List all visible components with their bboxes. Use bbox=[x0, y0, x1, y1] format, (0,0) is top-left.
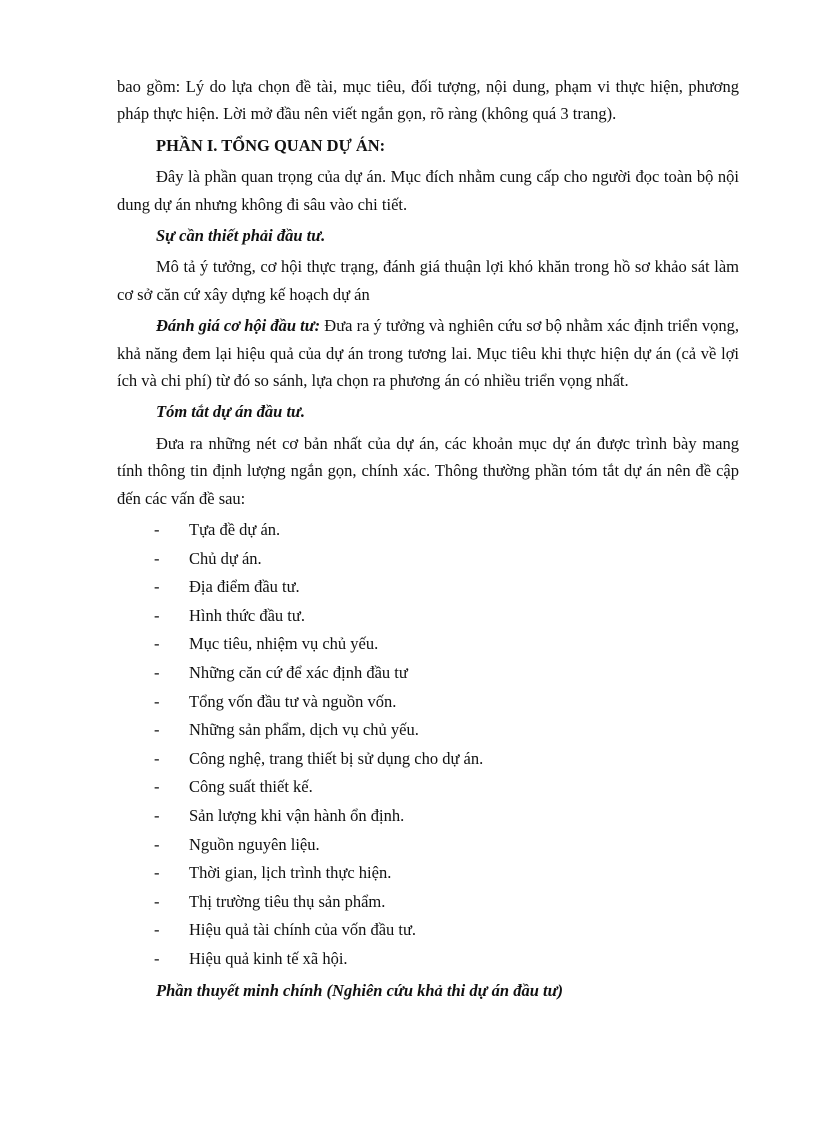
list-item-text: Công nghệ, trang thiết bị sử dụng cho dự án. bbox=[189, 748, 484, 768]
document-page bbox=[117, 73, 739, 1008]
list-item-text: Tổng vốn đầu tư và nguồn vốn. bbox=[189, 691, 397, 711]
list-item-text: Mục tiêu, nhiệm vụ chủ yếu. bbox=[189, 634, 379, 654]
opportunity-body: Đưa ra ý tưởng và nghiên cứu sơ bộ nhằm xác định triển vọng, khả năng đem lại hiệu quả của dự án trong tương lai. Mục tiêu khi thực hiện dự án (cả về lợi ích và chi phí) từ đó so sánh, lựa chọn ra phương án có nhiều triển vọng nhất. bbox=[117, 316, 739, 391]
dash-bullet: - bbox=[154, 748, 160, 768]
list-item bbox=[117, 888, 739, 917]
dash-bullet: - bbox=[154, 577, 160, 597]
list-item-text: Hiệu quả kinh tế xã hội. bbox=[189, 949, 348, 968]
opportunity-lead: Đánh giá cơ hội đầu tư: bbox=[156, 316, 321, 336]
list-item-text: Tựa đề dự án. bbox=[189, 520, 281, 540]
list-item bbox=[117, 916, 739, 945]
list-item-text: Thời gian, lịch trình thực hiện. bbox=[189, 863, 392, 883]
list-item bbox=[117, 573, 739, 602]
dash-bullet: - bbox=[154, 891, 160, 911]
list-item-text: Hình thức đầu tư. bbox=[189, 605, 305, 625]
summary-heading: Tóm tắt dự án đầu tư. bbox=[156, 402, 306, 422]
main-section-heading: Phần thuyết minh chính (Nghiên cứu khả thi dự án đầu tư) bbox=[156, 980, 563, 1000]
list-item-text: Địa điểm đầu tư. bbox=[189, 577, 300, 597]
summary-item-list bbox=[117, 516, 739, 974]
list-item bbox=[117, 716, 739, 745]
dash-bullet: - bbox=[154, 720, 160, 740]
summary-paragraph: Đưa ra những nét cơ bản nhất của dự án, các khoản mục dự án được trình bày mang tính thông tin định lượng ngắn gọn, chính xác. Thông thường phần tóm tắt dự án nên đề cập đến các vấn đề sau: bbox=[117, 433, 739, 508]
list-item bbox=[117, 630, 739, 659]
list-item bbox=[117, 773, 739, 802]
dash-bullet: - bbox=[154, 663, 160, 683]
list-item bbox=[117, 945, 739, 974]
part1-heading: PHẦN I. TỔNG QUAN DỰ ÁN: bbox=[156, 135, 386, 155]
dash-bullet: - bbox=[154, 548, 160, 568]
necessity-heading: Sự cần thiết phải đầu tư. bbox=[156, 226, 326, 246]
necessity-paragraph: Mô tả ý tưởng, cơ hội thực trạng, đánh giá thuận lợi khó khăn trong hồ sơ khảo sát làm cơ sở căn cứ xây dựng kế hoạch dự án bbox=[117, 257, 739, 304]
dash-bullet: - bbox=[154, 691, 160, 711]
list-item-text: Sản lượng khi vận hành ổn định. bbox=[189, 806, 405, 826]
list-item-text: Hiệu quả tài chính của vốn đầu tư. bbox=[189, 920, 417, 940]
list-item bbox=[117, 602, 739, 631]
list-item bbox=[117, 802, 739, 831]
list-item-text: Những sản phẩm, dịch vụ chủ yếu. bbox=[189, 720, 419, 740]
list-item-text: Công suất thiết kế. bbox=[189, 777, 313, 797]
list-item-text: Nguồn nguyên liệu. bbox=[189, 834, 320, 854]
list-item bbox=[117, 516, 739, 545]
dash-bullet: - bbox=[154, 520, 160, 540]
opportunity-paragraph bbox=[117, 312, 739, 394]
list-item bbox=[117, 831, 739, 860]
list-item bbox=[117, 545, 739, 574]
list-item-text: Thị trường tiêu thụ sản phẩm. bbox=[189, 891, 386, 911]
list-item bbox=[117, 745, 739, 774]
dash-bullet: - bbox=[154, 605, 160, 625]
list-item-text: Chủ dự án. bbox=[189, 548, 262, 568]
dash-bullet: - bbox=[154, 949, 160, 968]
dash-bullet: - bbox=[154, 834, 160, 854]
list-item bbox=[117, 859, 739, 888]
part1-intro-paragraph: Đây là phần quan trọng của dự án. Mục đích nhằm cung cấp cho người đọc toàn bộ nội dung dự án nhưng không đi sâu vào chi tiết. bbox=[117, 167, 739, 214]
dash-bullet: - bbox=[154, 806, 160, 826]
list-item bbox=[117, 688, 739, 717]
dash-bullet: - bbox=[154, 634, 160, 654]
list-item-text: Những căn cứ để xác định đầu tư bbox=[189, 663, 408, 683]
intro-continuation-paragraph: bao gồm: Lý do lựa chọn đề tài, mục tiêu, đối tượng, nội dung, phạm vi thực hiện, phương pháp thực hiện. Lời mở đầu nên viết ngắn gọn, rõ ràng (không quá 3 trang). bbox=[117, 77, 739, 124]
list-item bbox=[117, 659, 739, 688]
dash-bullet: - bbox=[154, 777, 160, 797]
dash-bullet: - bbox=[154, 920, 160, 940]
dash-bullet: - bbox=[154, 863, 160, 883]
